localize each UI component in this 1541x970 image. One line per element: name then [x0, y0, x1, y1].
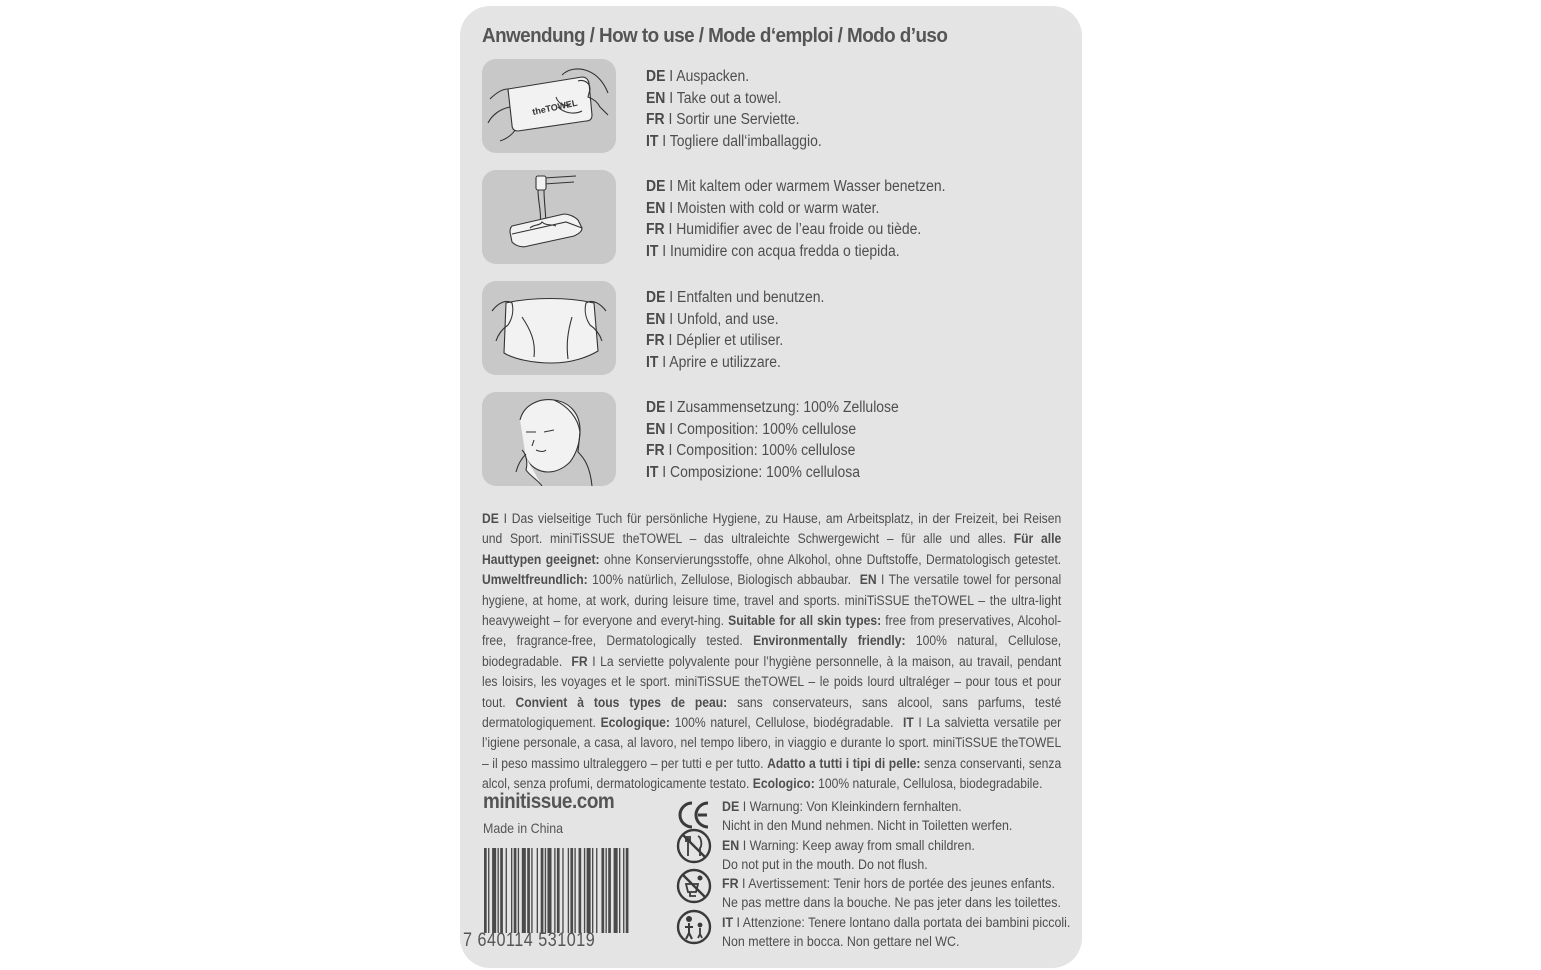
- warning-line: DE I Warnung: Von Kleinkindern fernhalten.: [722, 799, 962, 814]
- barcode-number: 7 640114 531019: [463, 930, 596, 951]
- barcode-bar: [619, 848, 620, 933]
- barcode-bar: [541, 848, 544, 933]
- warning-line: IT I Attenzione: Tenere lontano dalla portata dei bambini piccoli.: [722, 914, 1071, 930]
- barcode-bar: [592, 848, 593, 933]
- barcode-bar: [608, 848, 611, 933]
- step-line: DE I Mit kaltem oder warmem Wasser benetzen.: [646, 178, 946, 195]
- barcode-bar: [554, 848, 555, 933]
- made-in-label: Made in China: [483, 821, 564, 836]
- barcode-bar: [579, 848, 582, 933]
- unfold-towel-icon: [482, 281, 616, 375]
- warning-line: Ne pas mettre dans la bouche. Ne pas jeter dans les toilettes.: [722, 895, 1061, 911]
- barcode-bar: [557, 848, 560, 933]
- barcode-bar: [614, 848, 618, 933]
- barcode-bar: [498, 848, 499, 933]
- step-line: EN I Composition: 100% cellulose: [646, 420, 857, 438]
- barcode-bar: [626, 848, 629, 933]
- step-line: FR I Humidifier avec de l’eau froide ou tiède.: [646, 221, 922, 239]
- barcode-bar: [527, 848, 530, 933]
- step-line: DE I Entfalten und benutzen.: [646, 289, 825, 306]
- barcode-bar: [531, 848, 532, 933]
- barcode-bar: [518, 848, 519, 933]
- step-3-text: [646, 287, 824, 374]
- step-line: IT I Aprire e utilizzare.: [646, 354, 781, 372]
- barcode-bar: [506, 848, 507, 933]
- step-line: EN I Moisten with cold or warm water.: [646, 199, 880, 217]
- warning-line: EN I Warning: Keep away from small children.: [722, 837, 975, 853]
- barcode-bar: [511, 848, 512, 933]
- barcode-bar: [492, 848, 496, 933]
- barcode-bar: [484, 848, 487, 933]
- step-2-text: [646, 176, 946, 263]
- barcode-bar: [562, 848, 563, 933]
- face-wipe-icon: [482, 392, 616, 486]
- warning-line: FR I Avertissement: Tenir hors de portée des jeunes enfants.: [722, 876, 1055, 892]
- barcode-bar: [596, 848, 597, 933]
- barcode-bar: [537, 848, 538, 933]
- barcode-bar: [584, 848, 585, 933]
- moisten-water-icon: [482, 170, 616, 264]
- step-line: FR I Déplier et utiliser.: [646, 332, 784, 350]
- step-line: DE I Auspacken.: [646, 68, 750, 85]
- barcode-bar: [500, 848, 503, 933]
- warning-line: Nicht in den Mund nehmen. Nicht in Toiletten werfen.: [722, 818, 1013, 834]
- product-description: DE I Das vielseitige Tuch für persönliche Hygiene, zu Hause, am Arbeitsplatz, in der Freizeit, bei Reisen und Sport. miniTiSSUE theTOWEL – das ultraleichte Schwergewicht – für alle und alles. Für alle Hauttypen geeignet: ohne Konservierungsstoffe, ohne Alkohol, ohne Duftstoffe, Dermatologisch getestet. Umweltfreundlich: 100% natürlich, Zellulose, Biologisch abbaubar. EN I The versatile towel for personal hygiene, at home, at work, during leisure time, travel and sports. miniTiSSUE theTOWEL – the ultra-light heavyweight – for everyone and everyt-hing. Suitable for all skin types: free from preservatives, Alcohol-free, fragrance-free, Dermatologically tested. Environmentally friendly: 100% natural, Cellulose, biodegradable. FR I La serviette polyvalente pour l’hygiène personnelle, à la maison, au travail, pendant les loisirs, les voyages et le sport. miniTiSSUE theTOWEL – le poids lourd ultraléger – pour tous et pour tout. Convient à tous types de peau: sans conservateurs, sans alcool, sans parfums, testé dermatologiquement. Ecologique: 100% naturel, Cellulose, biodégradable. IT I La salvietta versatile per l’igiene personale, a casa, al lavoro, nel tempo libero, in viaggio e durante lo sport. miniTiSSUE theTOWEL – il peso massimo ultraleggero – per tutti e per tutto. Adatto a tutti i tipi di pelle: senza conservanti, senza alcol, senza profumi, dermatologicamente testato. Ecologico: 100% naturale, Cellulosa, biodegradabile.: [482, 511, 1062, 792]
- warning-line: Do not put in the mouth. Do not flush.: [722, 856, 928, 872]
- barcode-bar: [570, 848, 573, 933]
- step-line: FR I Sortir une Serviette.: [646, 111, 800, 129]
- step-1-text: [646, 66, 822, 153]
- no-eating-icon: [676, 828, 712, 864]
- step-line: IT I Composizione: 100% cellulosa: [646, 464, 861, 482]
- page-title: Anwendung / How to use / Mode d‘emploi / Modo d’uso: [482, 24, 948, 47]
- warnings-block: [722, 797, 1070, 951]
- step-line: DE I Zusammensetzung: 100% Zellulose: [646, 399, 899, 416]
- keep-away-children-icon: [676, 909, 712, 945]
- barcode-bar: [601, 848, 604, 933]
- barcode-bar: [545, 848, 546, 933]
- unpack-towel-icon: [482, 59, 616, 153]
- barcode-bar: [568, 848, 569, 933]
- barcode-bar: [623, 848, 624, 933]
- step-4-text: [646, 397, 899, 484]
- warning-line: Non mettere in bocca. Non gettare nel WC.: [722, 934, 960, 950]
- step-line: EN I Take out a towel.: [646, 89, 782, 107]
- step-line: IT I Togliere dall‘imballaggio.: [646, 133, 822, 151]
- step-line: EN I Unfold, and use.: [646, 310, 779, 328]
- barcode-bar: [547, 848, 551, 933]
- no-flush-icon: [676, 868, 712, 904]
- barcode-bar: [514, 848, 517, 933]
- barcode-bar: [522, 848, 526, 933]
- barcode-bar: [488, 848, 489, 933]
- step-line: FR I Composition: 100% cellulose: [646, 442, 856, 460]
- step-line: IT I Inumidire con acqua fredda o tiepida.: [646, 243, 900, 261]
- barcode-bar: [606, 848, 607, 933]
- website-url: minitissue.com: [483, 790, 615, 813]
- barcode-bar: [587, 848, 591, 933]
- barcode: [483, 848, 655, 933]
- package-label: theTOWEL: [531, 97, 579, 117]
- barcode-bar: [574, 848, 575, 933]
